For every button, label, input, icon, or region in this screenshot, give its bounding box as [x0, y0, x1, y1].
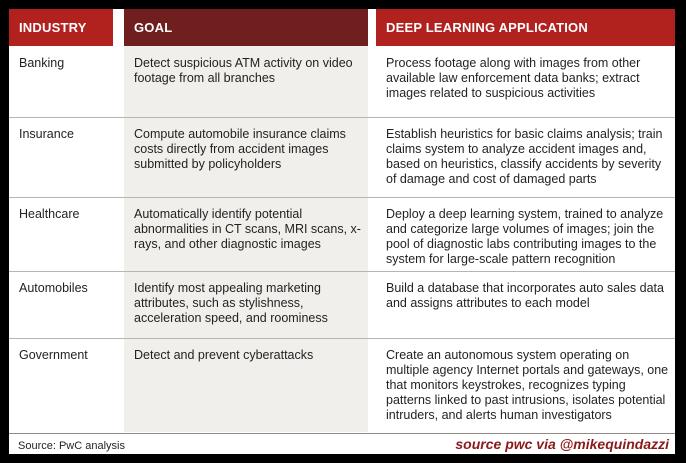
source-note: Source: PwC analysis — [18, 440, 125, 452]
table-row-banking — [9, 46, 675, 117]
row-application: Create an autonomous system operating on multiple agency Internet portals and gateways, one that monitors keystrokes, recognizes typing patterns linked to past intrusions, isolates potential intruders, and alerts human investigators — [386, 348, 669, 422]
credit-caption: source pwc via @mikequindazzi — [455, 436, 669, 452]
row-industry: Insurance — [19, 127, 74, 141]
header-application: DEEP LEARNING APPLICATION — [376, 9, 675, 46]
row-industry: Automobiles — [19, 281, 88, 295]
row-industry: Healthcare — [19, 207, 80, 221]
header-goal: GOAL — [124, 9, 368, 46]
row-goal: Identify most appealing marketing attributes, such as stylishness, acceleration speed, and roominess — [134, 281, 328, 325]
row-application: Process footage along with images from other available law enforcement data banks; extract images related to suspicious activities — [386, 56, 641, 100]
row-industry: Banking — [19, 56, 65, 70]
row-goal: Detect suspicious ATM activity on video footage from all branches — [134, 56, 353, 85]
table-row-government — [9, 338, 675, 432]
table-row-healthcare — [9, 197, 675, 271]
row-application: Deploy a deep learning system, trained to analyze and categorize large volumes of images; join the pool of diagnostic labs contributing images to the system for large-scale pattern recognition — [386, 207, 664, 266]
footer-divider — [9, 433, 675, 434]
row-goal: Automatically identify potential abnormalities in CT scans, MRI scans, x-rays, and other diagnostic images — [134, 207, 361, 251]
header-industry: INDUSTRY — [9, 9, 113, 46]
row-application: Build a database that incorporates auto sales data and assigns attributes to each model — [386, 281, 664, 310]
row-industry: Government — [19, 348, 88, 362]
table-figure — [9, 9, 675, 454]
table-row-insurance — [9, 117, 675, 197]
row-goal: Compute automobile insurance claims costs directly from accident images submitted by policyholders — [134, 127, 346, 171]
table-row-automobiles — [9, 271, 675, 338]
table-header — [9, 9, 675, 46]
row-goal: Detect and prevent cyberattacks — [134, 348, 314, 362]
row-application: Establish heuristics for basic claims analysis; train claims system to analyze accident images and, based on heuristics, classify accidents by severity of damage and cost of damaged parts — [386, 127, 663, 186]
